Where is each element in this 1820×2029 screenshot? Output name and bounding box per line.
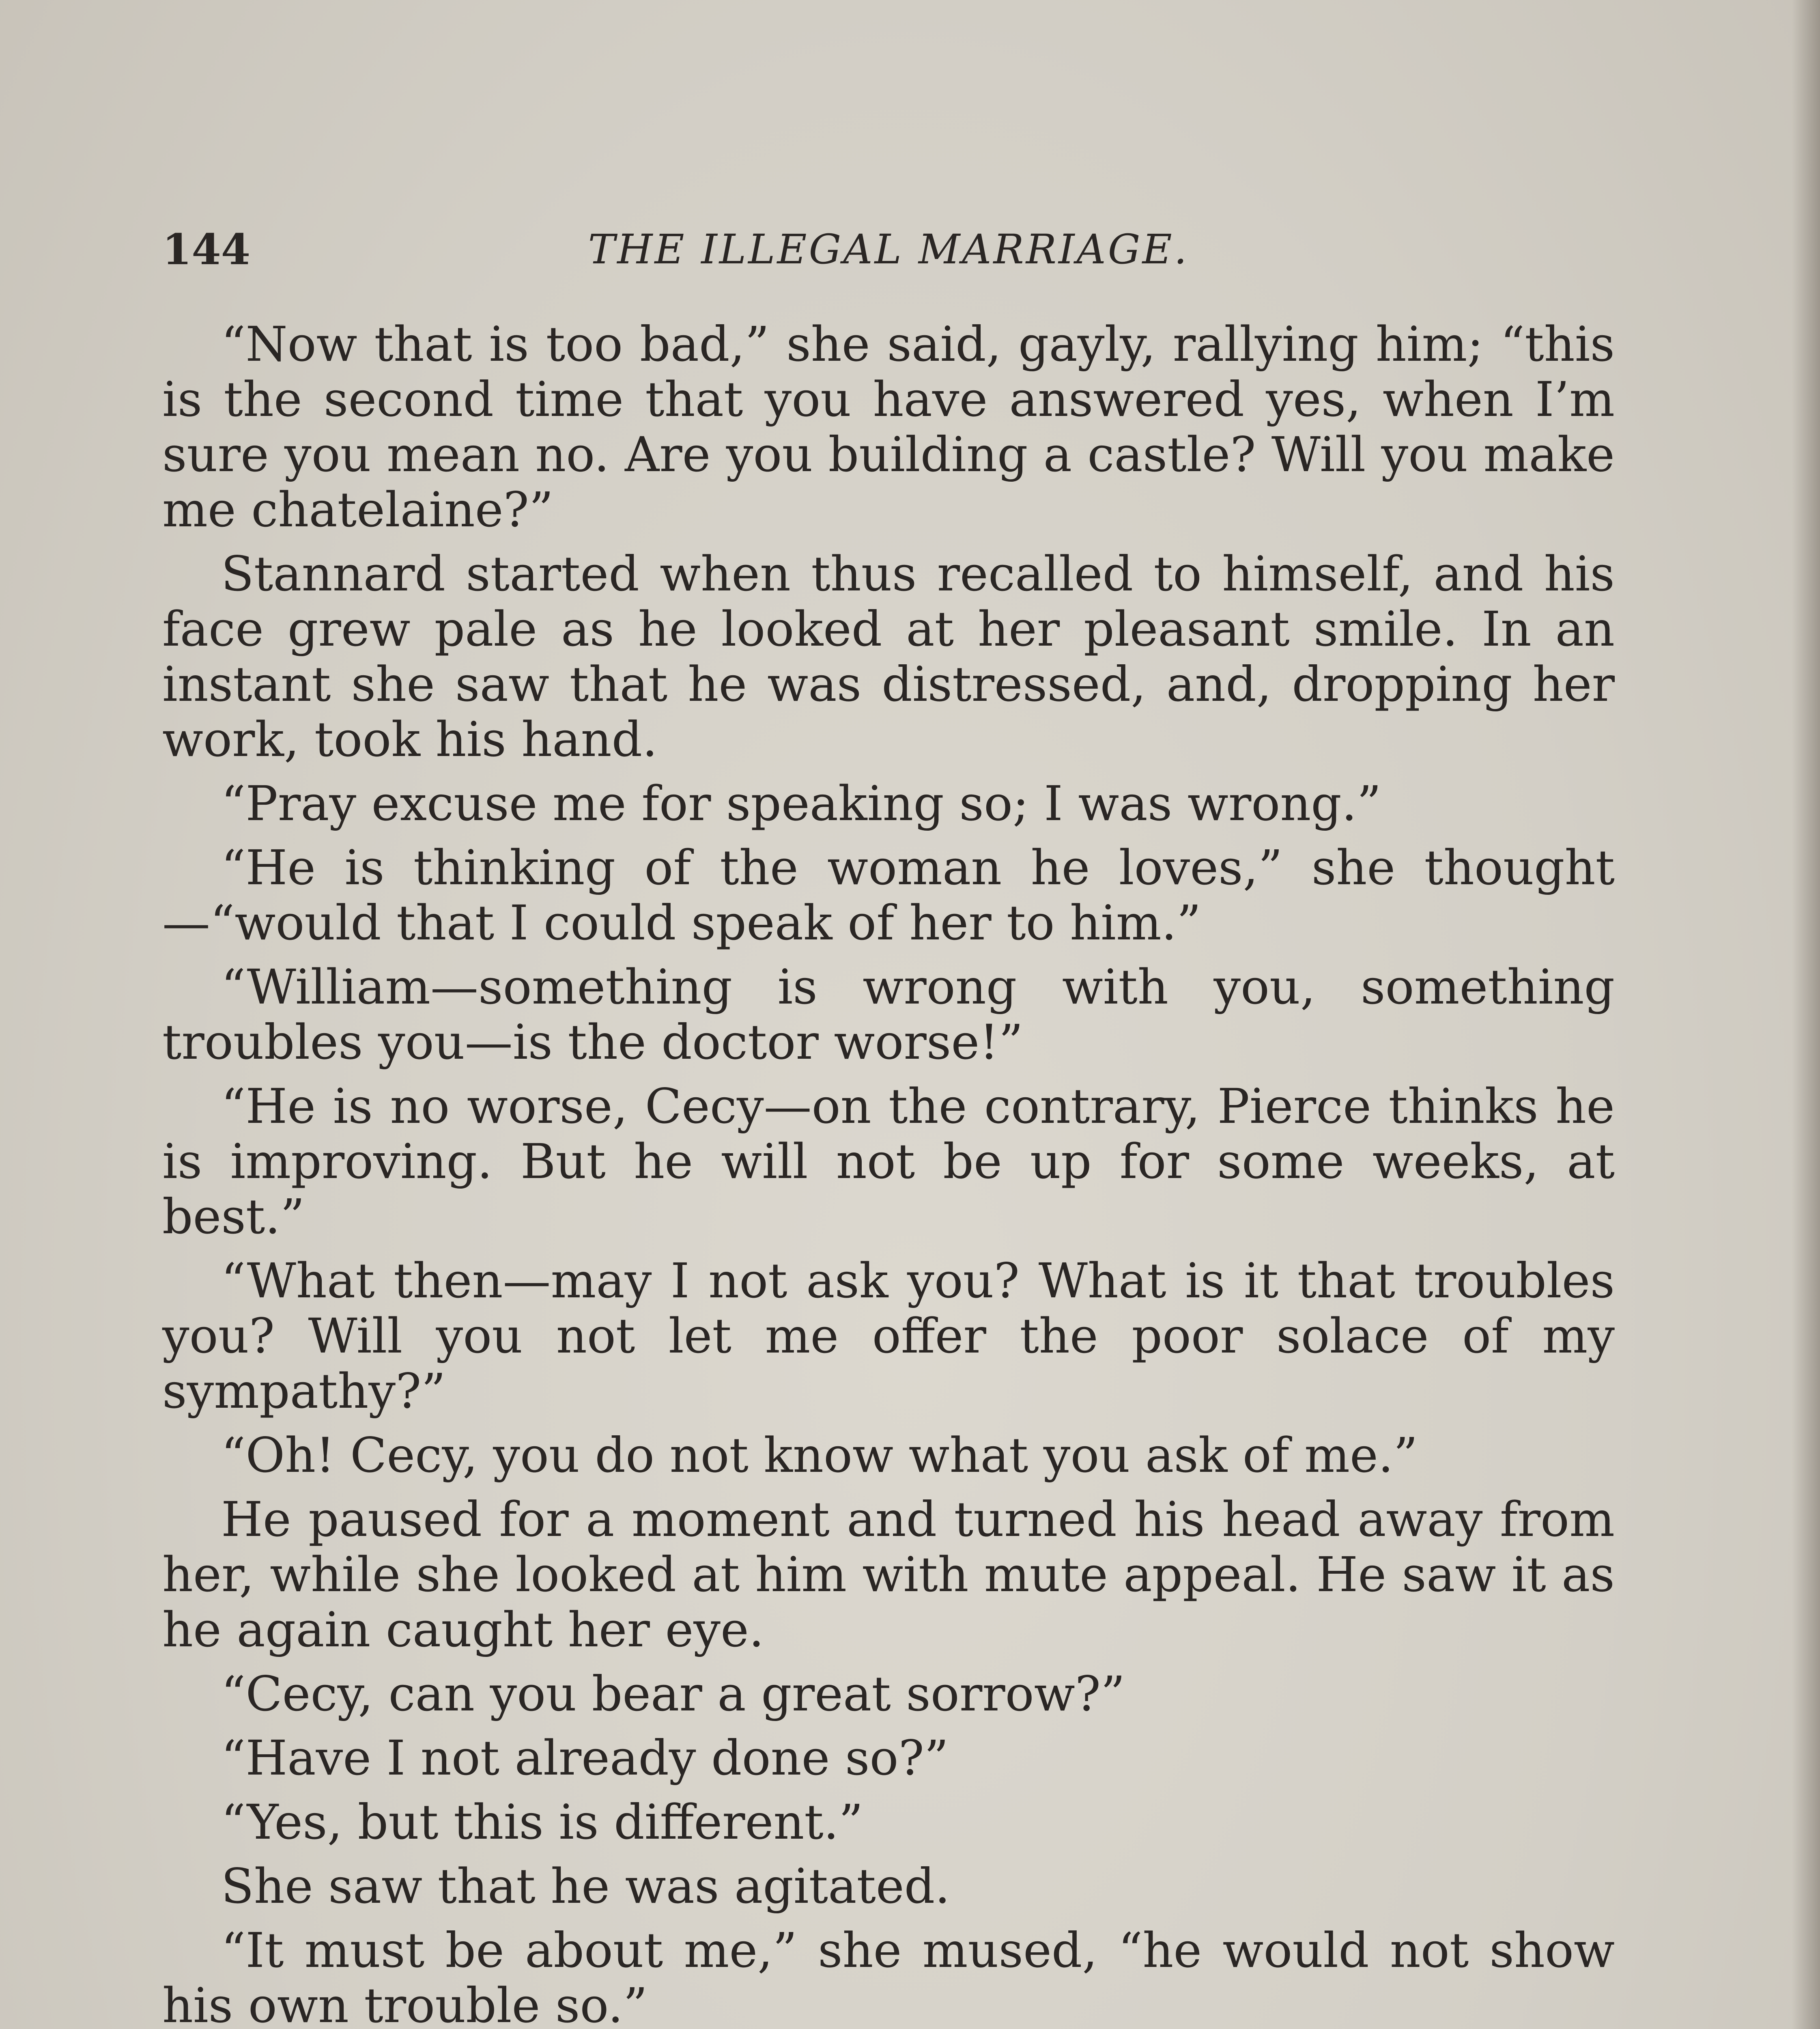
- paragraph: “Have I not already done so?”: [221, 1730, 949, 1786]
- paragraph: “Yes, but this is different.”: [221, 1794, 863, 1850]
- paragraph: Stannard started when thus recalled to himself, and his face grew pale as he looked at her pleasant smile. In an instant she saw that he was distressed, and, dropping her work, took his hand.: [162, 546, 1615, 767]
- paragraph: “Oh! Cecy, you do not know what you ask of me.”: [221, 1427, 1418, 1483]
- page-gutter-shadow: [1792, 0, 1820, 2029]
- paragraph: “What then—may I not ask you? What is it that troubles you? Will you not let me offer the poor solace of my sympathy?”: [162, 1253, 1615, 1419]
- paragraph: “Now that is too bad,” she said, gayly, rallying him; “this is the second time that you have answered yes, when I’m sure you mean no. Are you building a castle? Will you make me chatelaine?”: [162, 316, 1615, 538]
- paragraph: He paused for a moment and turned his head away from her, while she looked at him with mute appeal. He saw it as he again caught her eye.: [162, 1491, 1615, 1658]
- paragraph: “It must be about me,” she mused, “he would not show his own trouble so.”: [162, 1922, 1615, 2029]
- paragraph: “Pray excuse me for speaking so; I was wrong.”: [221, 775, 1381, 831]
- paragraph: “He is no worse, Cecy—on the contrary, Pierce thinks he is improving. But he will not be up for some weeks, at best.”: [162, 1078, 1615, 1245]
- page-number: 144: [162, 224, 251, 274]
- paragraph: “He is thinking of the woman he loves,” she thought—“would that I could speak of her to him.”: [162, 840, 1615, 951]
- running-title: THE ILLEGAL MARRIAGE.: [588, 226, 1189, 273]
- page-header: [162, 221, 1615, 278]
- paragraph: “William—something is wrong with you, something troubles you—is the doctor worse!”: [162, 959, 1615, 1070]
- paragraph: “Cecy, can you bear a great sorrow?”: [221, 1666, 1125, 1722]
- body-text: [162, 317, 1615, 2029]
- paragraph: She saw that he was agitated.: [221, 1858, 950, 1914]
